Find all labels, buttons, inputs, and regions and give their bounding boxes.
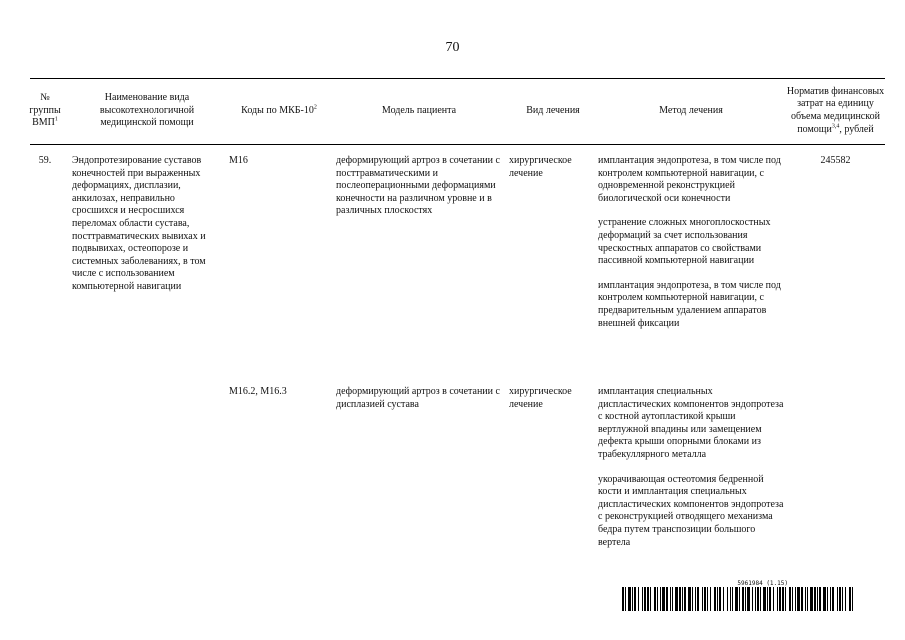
barcode-bar	[628, 587, 631, 611]
header-codes-label: Коды по МКБ-10	[241, 104, 314, 116]
barcode-bar	[679, 587, 681, 611]
barcode-bar	[745, 587, 746, 611]
barcode-bar	[755, 587, 756, 611]
barcode-bar	[642, 587, 643, 611]
barcode-bar	[801, 587, 803, 611]
row-number: 59.	[38, 155, 52, 166]
barcode-bar	[742, 587, 744, 611]
barcode-bar	[763, 587, 766, 611]
barcode-bar	[752, 587, 753, 611]
barcode-bar	[666, 587, 668, 611]
header-norm-footnote: 3,4	[831, 123, 840, 130]
method-item: имплантация эндопротеза, в том числе под контролем компьютерной навигации, с одновременной реконструкцией биологической оси конечности	[598, 155, 781, 204]
barcode-bar	[719, 587, 721, 611]
subrow-1-methods	[598, 155, 784, 342]
barcode-bar	[672, 587, 673, 611]
barcode-bar	[849, 587, 851, 611]
barcode-bar	[702, 587, 703, 611]
barcode-bar	[707, 587, 708, 611]
header-norm	[786, 78, 885, 144]
barcode-bar	[717, 587, 718, 611]
barcode-bar	[819, 587, 821, 611]
method-item: устранение сложных многоплоскостных деформаций за счет использования чрескостных аппаратов со свойствами пассивной компьютерной навигации	[598, 217, 771, 267]
header-name: Наименование вида высокотехнологичной медицинской помощи	[99, 92, 195, 129]
header-norm-suffix: , рублей	[839, 123, 874, 135]
barcode-bar	[757, 587, 759, 611]
header-group	[30, 78, 60, 144]
row-norm: 245582	[820, 155, 851, 166]
barcode-bar	[747, 587, 750, 611]
subrow-2-methods	[598, 386, 784, 561]
barcode-bar	[622, 587, 624, 611]
barcode-bar	[688, 587, 691, 611]
subrow-2-model: деформирующий артроз в сочетании с дисплазией сустава	[336, 386, 500, 410]
barcode-bar	[682, 587, 683, 611]
header-treatment-type: Вид лечения	[526, 104, 580, 116]
barcode-bar	[832, 587, 834, 611]
barcode-bar	[777, 587, 778, 611]
barcode-bar	[662, 587, 665, 611]
barcode	[622, 580, 856, 611]
barcode-bar	[827, 587, 828, 611]
barcode-bar	[710, 587, 711, 611]
barcode-bar	[792, 587, 793, 611]
barcode-bar	[730, 587, 731, 611]
subrow-1-model: деформирующий артроз в сочетании с посттравматическими и послеоперационными деформациями конечности на различном уровне и в различных плоскостях	[336, 155, 500, 217]
header-method: Метод лечения	[659, 104, 723, 116]
barcode-bar	[657, 587, 658, 611]
barcode-bars	[622, 587, 856, 611]
method-item: имплантация эндопротеза, в том числе под контролем компьютерной навигации, с предварительным удалением аппаратов внешней фиксации	[598, 279, 781, 329]
row-name: Эндопротезирование суставов конечностей при выраженных деформациях, дисплазии, анкилозах, неправильно сросшихся и несросшихся переломах области сустава, посттравматических вывихах и подвывихах, остеопорозе и системных заболеваниях, в том числе с использованием компьютерной навигации	[72, 155, 206, 292]
subrow-2-codes: M16.2, M16.3	[229, 386, 287, 397]
barcode-bar	[789, 587, 791, 611]
page-number: 70	[445, 40, 460, 55]
header-norm-label: Норматив финансовых затрат на единицу объема медицинской помощи	[786, 85, 885, 135]
barcode-bar	[632, 587, 633, 611]
barcode-bar	[823, 587, 826, 611]
subrow-2-treatment-type: хирургическое лечение	[509, 386, 572, 410]
barcode-bar	[654, 587, 656, 611]
barcode-bar	[773, 587, 774, 611]
subrow-1-treatment-type: хирургическое лечение	[509, 155, 572, 179]
barcode-bar	[769, 587, 771, 611]
barcode-bar	[837, 587, 838, 611]
barcode-bar	[625, 587, 626, 611]
barcode-bar	[842, 587, 843, 611]
barcode-bar	[647, 587, 649, 611]
barcode-bar	[795, 587, 796, 611]
barcode-bar	[785, 587, 786, 611]
barcode-bar	[797, 587, 800, 611]
barcode-bar	[704, 587, 706, 611]
barcode-bar	[723, 587, 724, 611]
barcode-bar	[692, 587, 693, 611]
barcode-bar	[644, 587, 646, 611]
barcode-bar	[807, 587, 808, 611]
barcode-bar	[727, 587, 728, 611]
barcode-bar	[805, 587, 806, 611]
barcode-bar	[830, 587, 831, 611]
header-codes	[229, 78, 329, 144]
barcode-bar	[732, 587, 733, 611]
barcode-label: 5961984 (1.15)	[737, 580, 788, 587]
barcode-bar	[660, 587, 661, 611]
barcode-bar	[810, 587, 813, 611]
barcode-bar	[817, 587, 818, 611]
method-item: укорачивающая остеотомия бедренной кости и имплантация специальных диспластических компонентов эндопротеза с реконструкцией отводящего механизма бедра путем транспозиции большого вертела	[598, 473, 784, 548]
barcode-bar	[670, 587, 671, 611]
barcode-bar	[760, 587, 761, 611]
barcode-bar	[697, 587, 699, 611]
barcode-bar	[695, 587, 696, 611]
header-group-label: № группы ВМП	[29, 92, 61, 129]
barcode-bar	[782, 587, 784, 611]
header-model: Модель пациента	[381, 104, 457, 116]
barcode-bar	[675, 587, 678, 611]
barcode-bar	[739, 587, 740, 611]
barcode-bar	[684, 587, 686, 611]
barcode-bar	[650, 587, 651, 611]
barcode-bar	[735, 587, 738, 611]
header-group-footnote: 1	[54, 116, 58, 123]
subrow-1-codes: M16	[229, 155, 248, 166]
header-bottom-rule	[30, 144, 885, 145]
barcode-bar	[638, 587, 639, 611]
barcode-bar	[714, 587, 716, 611]
barcode-bar	[839, 587, 841, 611]
barcode-bar	[814, 587, 816, 611]
method-item: имплантация специальных диспластических компонентов эндопротеза с костной аутопластикой крыши вертлужной впадины или замещением дефекта крыши опорными блоками из трабекуллярного металла	[598, 386, 784, 460]
barcode-bar	[767, 587, 768, 611]
barcode-bar	[779, 587, 781, 611]
barcode-bar	[634, 587, 636, 611]
header-codes-footnote: 2	[313, 104, 317, 111]
barcode-bar	[845, 587, 846, 611]
barcode-bar	[852, 587, 853, 611]
